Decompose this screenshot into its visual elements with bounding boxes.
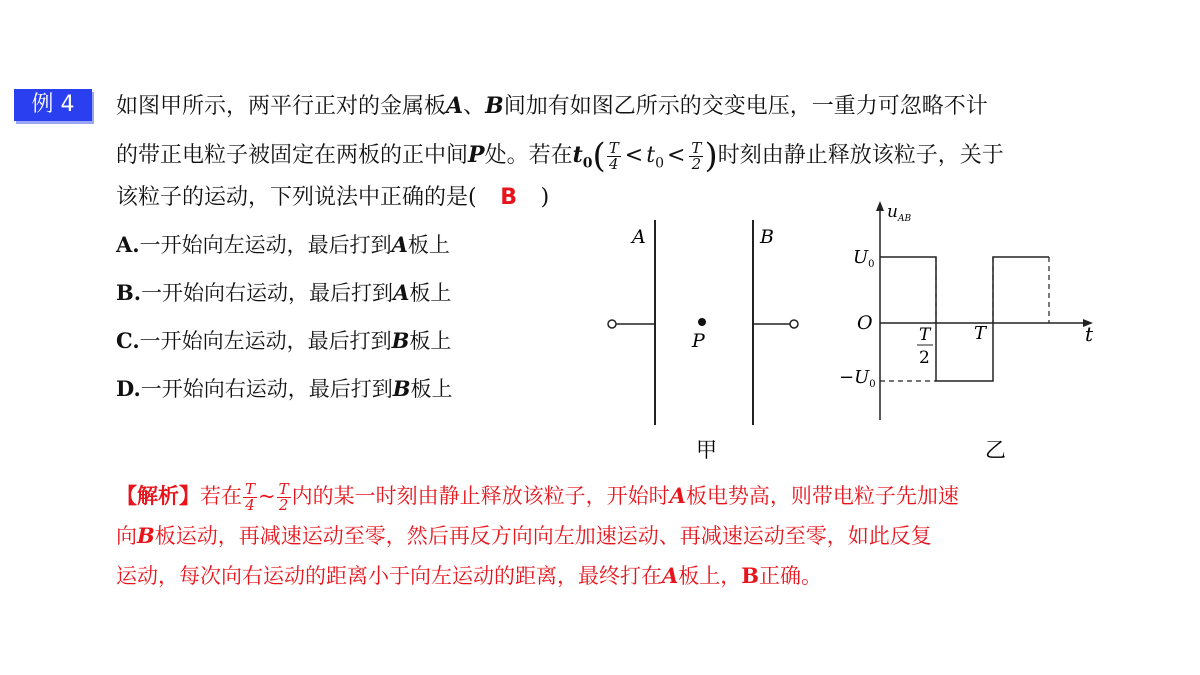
analysis-line-2: 向B板运动，再减速运动至零，然后再反方向向左加速运动、再减速运动至零，如此反复 xyxy=(116,523,932,548)
right-paren: ) xyxy=(704,136,718,176)
u-axis-label: $u_{AB}$ xyxy=(887,202,912,224)
option-plate: B xyxy=(392,376,411,401)
option-letter: D. xyxy=(116,376,141,401)
analysis-line-3: 运动，每次向右运动的距离小于向左运动的距离，最终打在A板上，B正确。 xyxy=(116,563,823,588)
option-text: 一开始向右运动，最后打到 xyxy=(140,377,393,401)
fraction-t-2: $\frac{T}{2}$ xyxy=(278,480,289,514)
particle-p xyxy=(698,318,706,326)
point-p-label: P xyxy=(692,330,705,352)
point-p-label: P xyxy=(468,142,485,168)
question-text: ) xyxy=(540,185,550,210)
analysis-tag: 【解析】 xyxy=(116,483,200,508)
period-label: T xyxy=(974,323,987,344)
t0-subscript: 0 xyxy=(655,155,664,172)
option-plate: B xyxy=(391,328,410,353)
analysis-line-1: 【解析】若在 $\frac{T}{4}$ ~ $\frac{T}{2}$ 内的某一时刻由静止释放该粒子，开始时A板电势高，则带电粒子先加速 xyxy=(116,480,959,514)
u0-label: $U_0$ xyxy=(853,247,875,270)
terminal-a xyxy=(608,320,616,328)
option-d[interactable] xyxy=(116,375,453,403)
plate-a-label: A xyxy=(446,93,464,119)
t-axis-label: t xyxy=(1085,322,1094,346)
t0-subscript: 0 xyxy=(582,155,593,172)
t0-symbol: t xyxy=(646,143,656,168)
less-than: < xyxy=(624,143,644,168)
option-b[interactable] xyxy=(116,279,451,307)
question-line-1 xyxy=(116,91,988,122)
option-letter: C. xyxy=(116,328,140,353)
figure-voltage-graph xyxy=(835,195,1105,467)
figure-parallel-plates xyxy=(600,215,810,465)
fraction-t-4: $\frac{T}{4}$ xyxy=(245,480,256,514)
option-text: 板上 xyxy=(407,233,450,257)
option-text: 一开始向左运动，最后打到 xyxy=(139,329,392,353)
origin-label: O xyxy=(857,312,873,334)
t0-symbol: t xyxy=(572,142,583,168)
u-axis-arrow xyxy=(876,201,884,211)
question-text: 的带正电粒子被固定在两板的正中间 xyxy=(116,143,469,168)
question-text: 时刻由静止释放该粒子，关于 xyxy=(717,143,1004,168)
question-text: 该粒子的运动，下列说法中正确的是( xyxy=(116,185,477,210)
option-text: 板上 xyxy=(410,377,453,401)
option-text: 一开始向左运动，最后打到 xyxy=(139,233,392,257)
example-badge: 例 4 xyxy=(14,89,92,121)
option-text: 板上 xyxy=(409,281,452,305)
option-text: 一开始向右运动，最后打到 xyxy=(141,281,394,305)
plate-a-label: A xyxy=(632,226,646,248)
option-letter: B. xyxy=(116,280,142,305)
question-text: 如图甲所示，两平行正对的金属板 xyxy=(116,94,447,119)
option-plate: A xyxy=(393,280,410,305)
answer-mark: B xyxy=(500,185,517,210)
half-period-num: T xyxy=(919,325,931,345)
question-text: 、 xyxy=(463,94,486,119)
option-c[interactable] xyxy=(116,327,451,355)
fraction-t-2: $\frac{T}{2}$ xyxy=(691,138,702,173)
half-period-den: 2 xyxy=(919,348,930,368)
terminal-b xyxy=(790,320,798,328)
fraction-t-4: $\frac{T}{4}$ xyxy=(608,138,619,173)
figure-caption-jia: 甲 xyxy=(696,438,717,462)
less-than: < xyxy=(666,143,686,168)
plate-b-label: B xyxy=(760,226,774,248)
figure-caption-yi: 乙 xyxy=(985,438,1006,462)
option-letter: A. xyxy=(116,232,140,257)
question-line-3 xyxy=(116,183,549,213)
option-text: 板上 xyxy=(409,329,452,353)
left-paren: ( xyxy=(592,136,606,176)
voltage-waveform xyxy=(880,257,1049,381)
question-line-2 xyxy=(116,136,1004,178)
neg-u0-label: $-U_0$ xyxy=(839,367,876,390)
option-a[interactable] xyxy=(116,231,450,259)
plate-b-label: B xyxy=(485,93,504,119)
question-text: 处。若在 xyxy=(484,143,573,168)
option-plate: A xyxy=(391,232,408,257)
question-text: 间加有如图乙所示的交变电压，一重力可忽略不计 xyxy=(503,94,988,119)
